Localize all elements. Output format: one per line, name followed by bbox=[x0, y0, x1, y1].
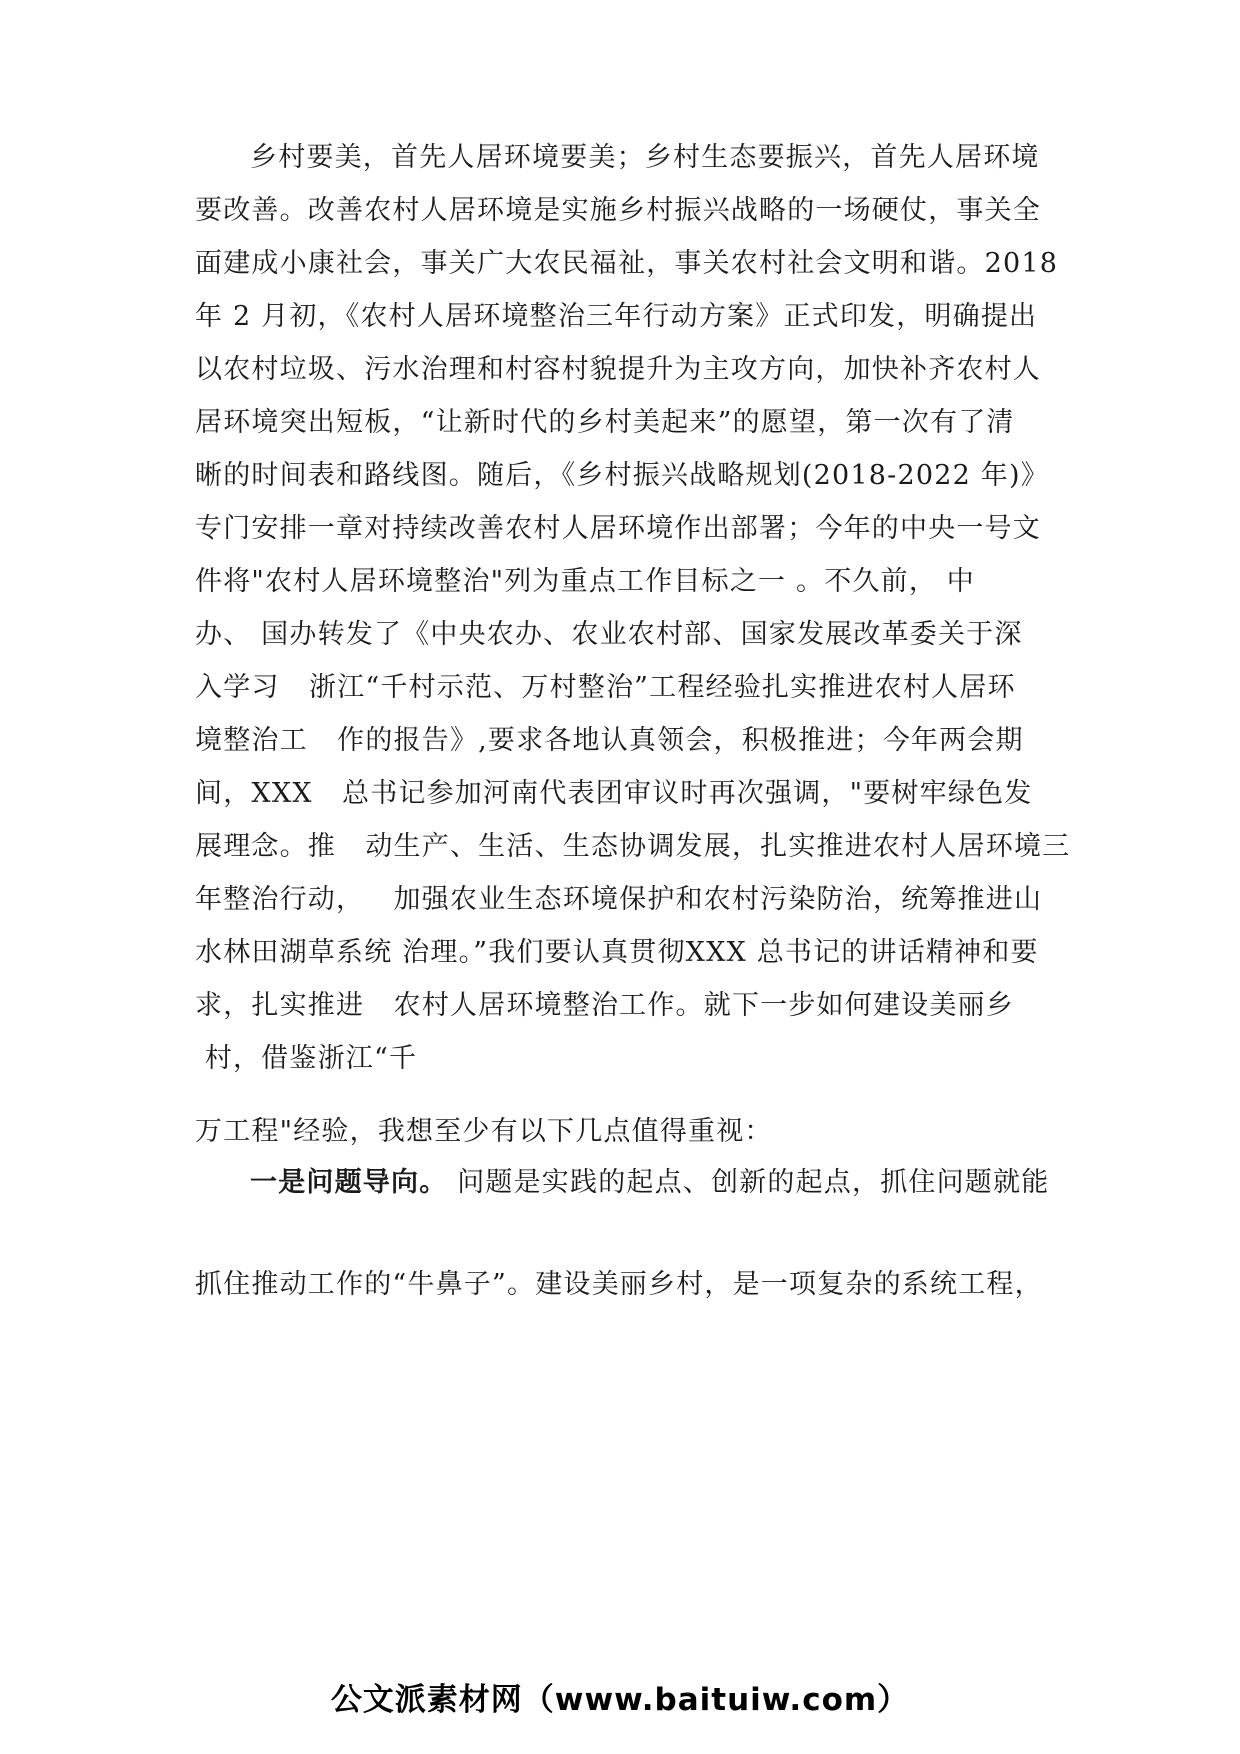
paragraph-line-11: 入学习 浙江“千村示范、万村整治”工程经验扎实推进农村人居环 bbox=[195, 672, 1016, 703]
paragraph-line-15: 年整治行动， 加强农业生态环境保护和农村污染防治，统筹推进山 bbox=[195, 884, 1043, 915]
point-one-heading: 一是问题导向。 bbox=[250, 1167, 448, 1198]
paragraph-line-16: 水林田湖草系统 治理。”我们要认真贯彻XXX 总书记的讲话精神和要 bbox=[195, 937, 1039, 968]
paragraph-line-3: 面建成小康社会，事关广大农民福祉，事关农村社会文明和谐。2018 bbox=[195, 248, 1059, 279]
footer-watermark: 公文派素材网（www.baituiw.com） bbox=[330, 1682, 910, 1718]
paragraph-line-1: 乡村要美，首先人居环境要美；乡村生态要振兴，首先人居环境 bbox=[250, 142, 1040, 173]
paragraph-line-2: 要改善。改善农村人居环境是实施乡村振兴战略的一场硬仗，事关全 bbox=[195, 195, 1041, 226]
paragraph-line-12: 境整治工 作的报告》,要求各地认真领会，积极推进；今年两会期 bbox=[195, 725, 1024, 756]
paragraph-line-17: 求，扎实推进 农村人居环境整治工作。就下一步如何建设美丽乡 bbox=[195, 990, 1014, 1021]
point-one-text: 问题是实践的起点、创新的起点，抓住问题就能 bbox=[447, 1167, 1050, 1198]
paragraph-line-14: 展理念。推 动生产、生活、生态协调发展，扎实推进农村人居环境三 bbox=[195, 831, 1071, 862]
paragraph-line-10: 办、 国办转发了《中央农办、农业农村部、国家发展改革委关于深 bbox=[195, 619, 1023, 650]
paragraph-last-line: 抓住推动工作的“牛鼻子”。建设美丽乡村，是一项复杂的系统工程， bbox=[195, 1269, 1043, 1300]
paragraph-line-6: 居环境突出短板，“让新时代的乡村美起来”的愿望，第一次有了清 bbox=[195, 407, 1015, 438]
paragraph-line-7: 晰的时间表和路线图。随后，《乡村振兴战略规划(2018-2022 年)》 bbox=[195, 460, 1049, 491]
point-one-line bbox=[250, 1165, 1049, 1201]
paragraph-line-4: 年 2 月初，《农村人居环境整治三年行动方案》正式印发，明确提出 bbox=[195, 301, 1038, 332]
paragraph-line-18: 村，借鉴浙江“千 bbox=[195, 1043, 418, 1074]
paragraph-line-13: 间，XXX 总书记参加河南代表团审议时再次强调，"要树牢绿色发 bbox=[195, 778, 1033, 809]
paragraph-line-8: 专门安排一章对持续改善农村人居环境作出部署；今年的中央一号文 bbox=[195, 513, 1041, 544]
paragraph-line-9: 件将"农村人居环境整治"列为重点工作目标之一 。不久前， 中 bbox=[195, 566, 976, 597]
paragraph-line-5: 以农村垃圾、污水治理和村容村貌提升为主攻方向，加快补齐农村人 bbox=[195, 354, 1041, 385]
paragraph-line-19: 万工程"经验，我想至少有以下几点值得重视： bbox=[195, 1116, 773, 1147]
